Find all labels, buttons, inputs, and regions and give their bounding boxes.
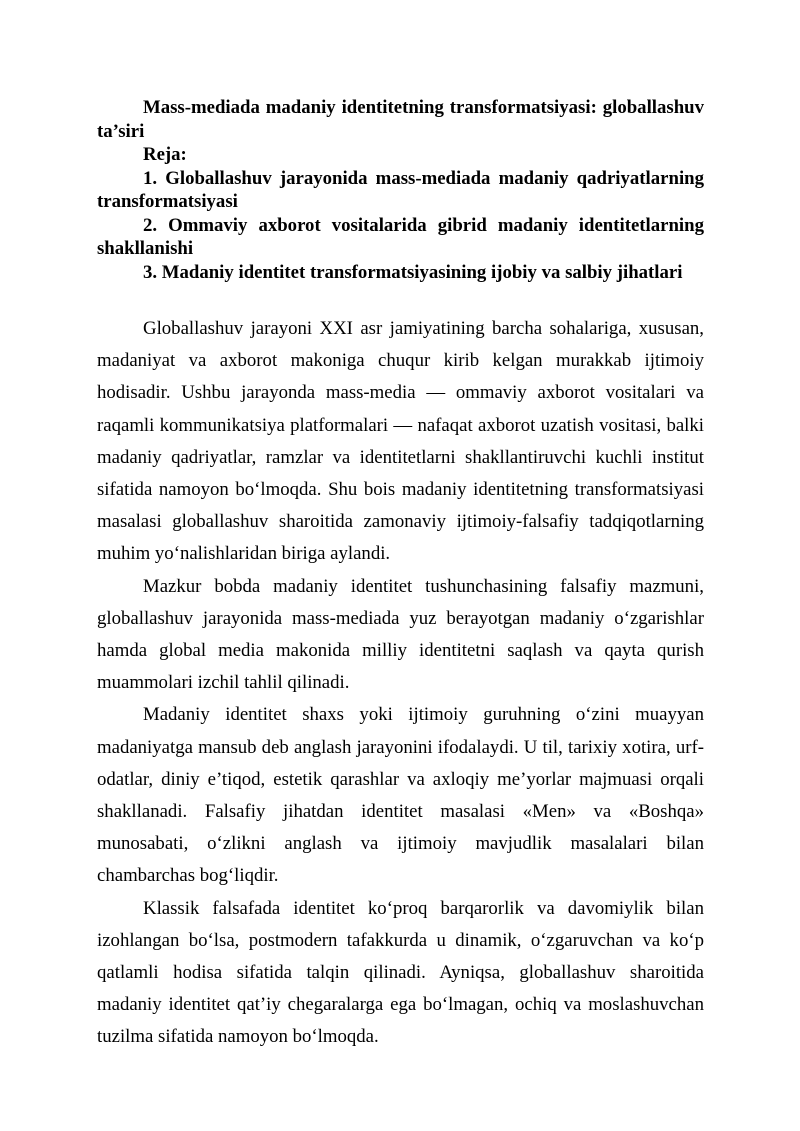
body-paragraph-1: Globallashuv jarayoni XXI asr jamiyatining barcha sohalariga, xususan, madaniyat va axborot makoniga chuqur kirib kelgan murakkab ijtimoiy hodisadir. Ushbu jarayonda mass-media — ommaviy axborot vositalari va raqamli kommunikatsiya platformalari — nafaqat axborot uzatish vositasi, balki madaniy qadriyatlar, ramzlar va identitetlarni shakllantiruvchi kuchli institut sifatida namoyon bo‘lmoqda. Shu bois madaniy identitetning transformatsiyasi masalasi globallashuv sharoitida zamonaviy ijtimoiy-falsafiy tadqiqotlarning muhim yo‘nalishlaridan biriga aylandi. <box>97 318 704 565</box>
document-title: Mass-mediada madaniy identitetning transformatsiyasi: globallashuv ta’siri <box>97 97 704 142</box>
body-paragraph-2: Mazkur bobda madaniy identitet tushunchasining falsafiy mazmuni, globallashuv jarayonida mass-mediada yuz berayotgan madaniy o‘zgarishlar hamda global media makonida milliy identitetni saqlash va qayta qurish muammolari izchil tahlil qilinadi. <box>97 575 704 694</box>
document-body <box>97 313 704 1054</box>
plan-item-1: 1. Globallashuv jarayonida mass-mediada madaniy qadriyatlarning transformatsiyasi <box>97 167 704 212</box>
document-heading-block <box>97 96 704 284</box>
plan-item-2: 2. Ommaviy axborot vositalarida gibrid madaniy identitetlarning shakllanishi <box>97 214 704 259</box>
body-paragraph-3: Madaniy identitet shaxs yoki ijtimoiy guruhning o‘zini muayyan madaniyatga mansub deb anglash jarayonini ifodalaydi. U til, tarixiy xotira, urf-odatlar, diniy e’tiqod, estetik qarashlar va axloqiy me’yorlar majmuasi orqali shakllanadi. Falsafiy jihatdan identitet masalasi «Men» va «Boshqa» munosabati, o‘zlikni anglash va ijtimoiy mavjudlik masalalari bilan chambarchas bog‘liqdir. <box>97 704 704 887</box>
plan-heading: Reja: <box>143 144 187 165</box>
body-paragraph-4: Klassik falsafada identitet ko‘proq barqarorlik va davomiylik bilan izohlangan bo‘lsa, postmodern tafakkurda u dinamik, o‘zgaruvchan va ko‘p qatlamli hodisa sifatida talqin qilinadi. Ayniqsa, globallashuv sharoitida madaniy identitet qat’iy chegaralarga ega bo‘lmagan, ochiq va moslashuvchan tuzilma sifatida namoyon bo‘lmoqda. <box>97 897 704 1048</box>
plan-item-3: 3. Madaniy identitet transformatsiyasining ijobiy va salbiy jihatlari <box>143 261 683 283</box>
document-content <box>97 96 704 1054</box>
